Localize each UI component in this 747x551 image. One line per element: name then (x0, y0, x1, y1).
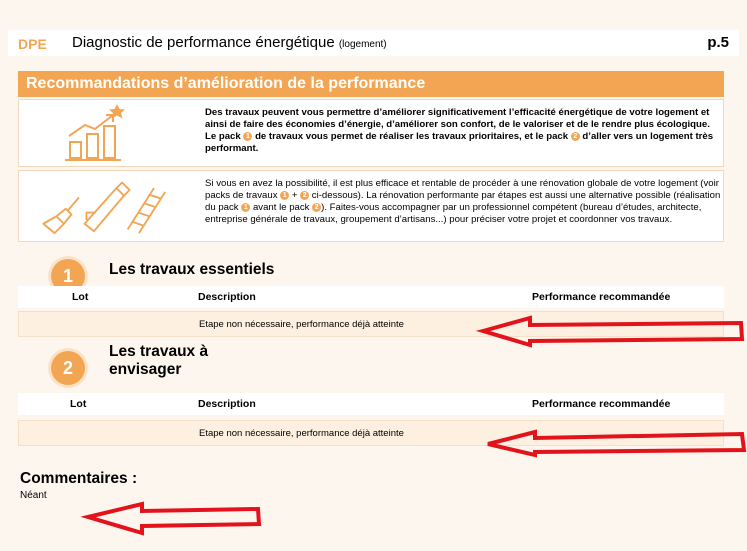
document-subtitle: (logement) (338, 39, 387, 50)
column-performance: Performance recommandée (532, 398, 671, 410)
section-title: Recommandations d’amélioration de la performance (26, 75, 426, 92)
column-lot: Lot (72, 291, 89, 303)
column-description: Description (198, 398, 256, 410)
pack-1-row-text: Etape non nécessaire, performance déjà atteinte (199, 319, 404, 330)
growth-chart-icon (33, 104, 183, 164)
pack-1-marker: 1 (241, 203, 250, 212)
pack-2-title-line1: Les travaux à (109, 343, 209, 360)
page-number: p.5 (707, 34, 729, 51)
document-title (72, 34, 387, 51)
column-performance: Performance recommandée (532, 291, 671, 303)
section-title-bar (18, 71, 724, 97)
column-description: Description (198, 291, 256, 303)
pack-2-title (109, 343, 208, 379)
pack-2-marker: 2 (312, 203, 321, 212)
pack-2-marker: 2 (571, 132, 580, 141)
intro-renovation-part1: Si vous en avez la possibilité, il est plus efficace et rentable de procéder à une rénovation globale de votre logement (voir packs de travaux (205, 178, 719, 201)
pack-2-title-line2: envisager (109, 361, 182, 378)
intro-priority-text (205, 107, 721, 155)
document-title-text: Diagnostic de performance énergétique (72, 34, 335, 51)
pack-2-badge: 2 (51, 351, 85, 385)
renovation-tools-icon (33, 175, 183, 235)
dpe-label: DPE (18, 36, 47, 52)
pack-1-title: Les travaux essentiels (109, 261, 275, 278)
pack-1-marker: 1 (243, 132, 252, 141)
intro-priority-part2: de travaux vous permet de réaliser les travaux prioritaires, et le pack (252, 131, 571, 142)
intro-renovation-plus: + (289, 190, 301, 201)
intro-box-priority (18, 99, 724, 167)
annotation-arrow-comments (80, 499, 270, 539)
pack-1-badge: 1 (51, 259, 85, 293)
pack-2-row-text: Etape non nécessaire, performance déjà atteinte (199, 428, 404, 439)
intro-priority-part1: Des travaux peuvent vous permettre d’améliorer significativement l’efficacité énergétique de votre logement et ainsi de faire des économies d’énergie, d’améliorer son confort, de le valoriser et de le rendre plus écologique. Le pack (205, 107, 710, 142)
intro-renovation-part4: ). Faites-vous accompagner par un professionnel compétent (bureau d’études, architecte, entreprise générale de travaux, groupement d’artisans...) pour préciser votre projet et coordonner vos travaux. (205, 202, 702, 225)
pack-1-marker: 1 (280, 191, 289, 200)
intro-box-renovation (18, 170, 724, 242)
page-header (8, 30, 739, 56)
pack-2-marker: 2 (300, 191, 309, 200)
intro-priority-part3: d’aller vers un logement très performant. (205, 131, 714, 154)
intro-renovation-part2: ci-dessous). La rénovation performante par étapes est aussi une alternative possible (réalisation du pack (205, 190, 721, 213)
pack-1-table-header (18, 286, 724, 308)
intro-renovation-part3: avant le pack (250, 202, 313, 213)
annotation-arrow-pack-2 (480, 424, 747, 458)
comments-text: Néant (20, 490, 47, 501)
pack-2-table-header (18, 393, 724, 415)
column-lot: Lot (70, 398, 87, 410)
annotation-arrow-pack-1 (475, 312, 747, 348)
comments-title: Commentaires : (20, 470, 138, 487)
intro-renovation-text (205, 178, 721, 226)
